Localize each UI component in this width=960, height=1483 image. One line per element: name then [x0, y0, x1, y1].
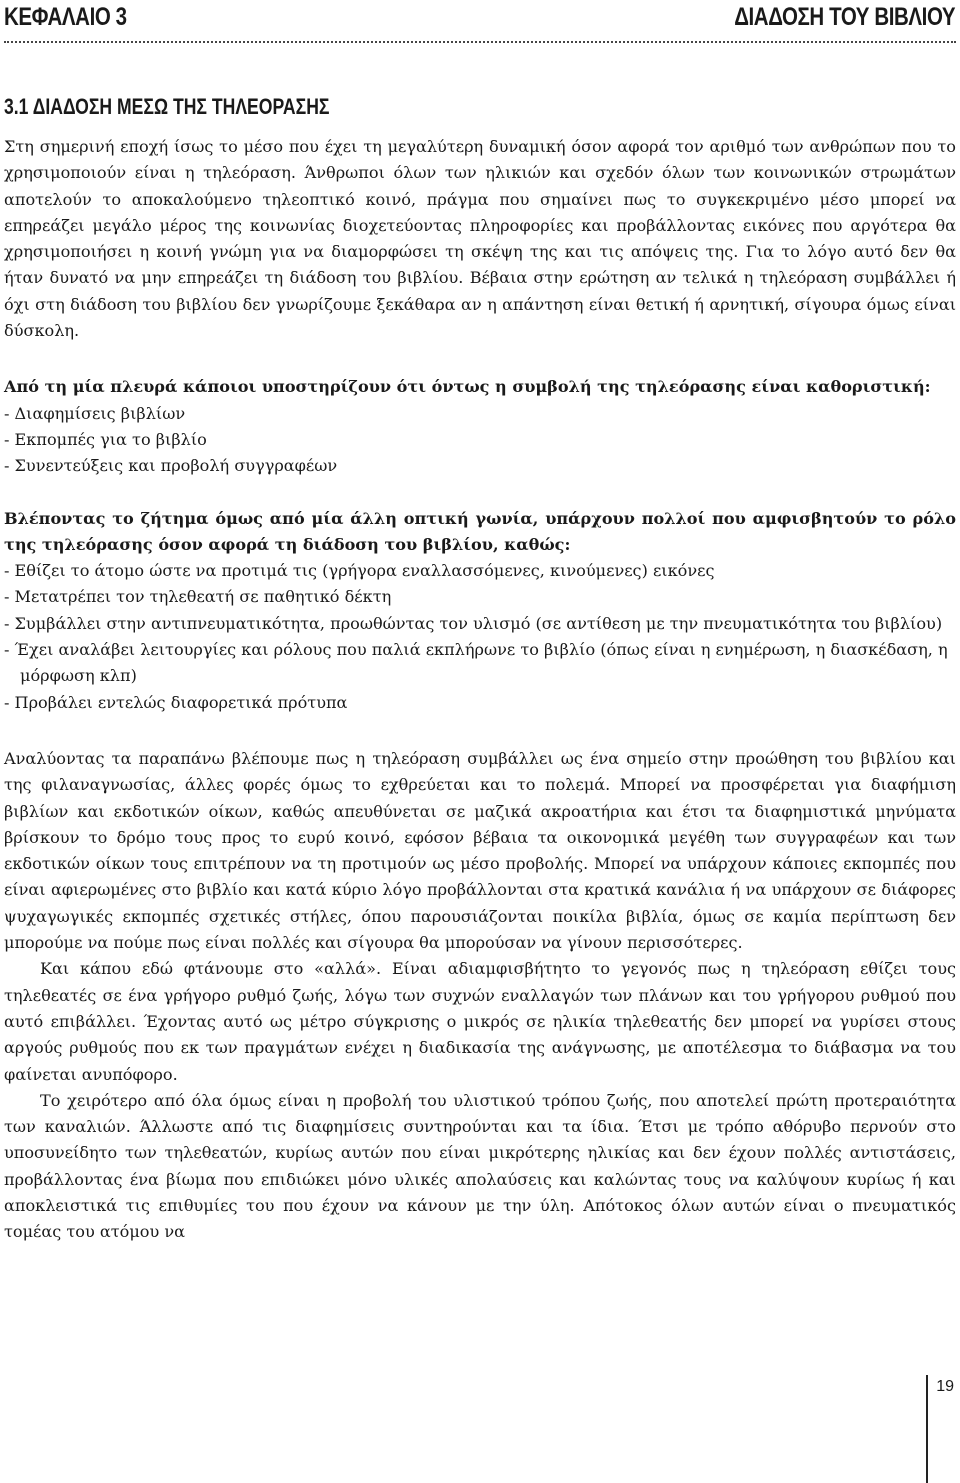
page-number-block — [926, 1375, 954, 1405]
list-item: - Προβάλει εντελώς διαφορετικά πρότυπα — [4, 692, 348, 712]
list-item: - Συμβάλλει στην αντιπνευματικότητα, προωθώντας τον υλισμό (σε αντίθεση με την πνευματικότητα του βιβλίου) — [4, 613, 943, 633]
list-item: - Μετατρέπει τον τηλεθεατή σε παθητικό δέκτη — [4, 587, 392, 607]
analysis-paragraph: Το χειρότερο από όλα όμως είναι η προβολή του υλιστικού τρόπου ζωής, που αποτελεί πρώτη προτεραιότητα των καναλιών. Άλλωστε από τις διαφημίσεις συντηρούνται και τα ίδια. Έτσι με τρόπο αθόρυβο περνούν στο υποσυνείδητο των τηλεθεατών, κυρίως αυτών που είναι μικρότερης ηλικίας και δεν έχουν πολλές αντιστάσεις, προβάλλοντας ένα βίωμα που επιδιώκει μόνο υλικές απολαύσεις και καλώντας τους να καλύψουν κυρίως ή και αποκλειστικά τις επιθυμίες του που έχουν να κάνουν με την ύλη. Απότοκος όλων αυτών είναι ο πνευματικός τομέας του ατόμου να — [4, 1090, 956, 1242]
page-number-rule — [926, 1375, 928, 1483]
pro-heading: Από τη μία πλευρά κάποιοι υποστηρίζουν ότι όντως η συμβολή της τηλεόρασης είναι καθοριστική: — [4, 377, 931, 397]
page-number: 19 — [936, 1378, 954, 1395]
analysis-paragraph: Και κάπου εδώ φτάνουμε στο «αλλά». Είναι αδιαμφισβήτητο το γεγονός πως η τηλεόραση εθίζει τους τηλεθεατές σε ένα γρήγορο ρυθμό ζωής, λόγω των συχνών εναλλαγών των πλάνων και του γρήγορου ρυθμού που αυτό επιβάλλει. Έχοντας αυτό ως μέτρο σύγκρισης ο μικρός σε ηλικία τηλεθεατής δεν μπορεί να γυρίσει στους αργούς ρυθμούς που εκ των πραγμάτων ενέχει η διαδικασία της ανάγνωσης, με αποτέλεσμα το διάβασμα να του φαίνεται ανυπόφορο. — [4, 959, 956, 1084]
pro-list — [4, 401, 956, 480]
chapter-label: ΚΕΦΑΛΑΙΟ 3 — [4, 2, 127, 31]
section-title: 3.1 ΔΙΑΔΟΣΗ ΜΕΣΩ ΤΗΣ ΤΗΛΕΟΡΑΣΗΣ — [4, 94, 330, 119]
list-item: - Εθίζει το άτομο ώστε να προτιμά τις (γρήγορα εναλλασσόμενες, κινούμενες) εικόνες — [4, 561, 715, 581]
running-header — [4, 0, 955, 34]
con-heading: Βλέποντας το ζήτημα όμως από μία άλλη οπτική γωνία, υπάρχουν πολλοί που αμφισβητούν το ρόλο της τηλεόρασης όσον αφορά τη διάδοση του βιβλίου, καθώς: — [4, 508, 956, 554]
list-item: - Συνεντεύξεις και προβολή συγγραφέων — [4, 456, 338, 476]
con-list — [4, 558, 956, 716]
body-text — [4, 134, 956, 1246]
intro-paragraph: Στη σημερινή εποχή ίσως το μέσο που έχει τη μεγαλύτερη δυναμική όσον αφορά τον αριθμό των ανθρώπων που το χρησιμοποιούν είναι η τηλεόραση. Άνθρωποι όλων των ηλικιών και σχεδόν όλων των κοινωνικών στρωμάτων αποτελούν το αποκαλούμενο τηλεοπτικό κοινό, πράγμα που σημαίνει πως το συγκεκριμένο μέσο μπορεί να επηρεάζει μεγάλο μέρος της κοινωνίας διοχετεύοντας πληροφορίες και προβάλλοντας εικόνες που αργότερα θα χρησιμοποιήσει η κοινή γνώμη για να διαμορφώσει τη σκέψη της και τις απόψεις της. Για το λόγο αυτό δεν θα ήταν δυνατό να μην επηρεάζει τη διάδοση του βιβλίου. Βέβαια στην ερώτηση αν τελικά η τηλεόραση συμβάλλει ή όχι στη διάδοση του βιβλίου δεν γνωρίζουμε ξεκάθαρα αν η απάντηση είναι θετική ή αρνητική, σίγουρα όμως είναι δύσκολη. — [4, 137, 956, 341]
list-item: - Εκπομπές για το βιβλίο — [4, 429, 207, 449]
chapter-title: ΔΙΑΔΟΣΗ ΤΟΥ ΒΙΒΛΙΟΥ — [734, 2, 956, 31]
list-item: - Διαφημίσεις βιβλίων — [4, 403, 186, 423]
header-divider — [4, 41, 956, 43]
list-item: - Έχει αναλάβει λειτουργίες και ρόλους που παλιά εκπλήρωνε το βιβλίο (όπως είναι η ενημέρωση, η διασκέδαση, η μόρφωση κλπ) — [4, 640, 948, 686]
analysis-paragraph: Αναλύοντας τα παραπάνω βλέπουμε πως η τηλεόραση συμβάλλει ως ένα σημείο στην προώθηση του βιβλίου και της φιλαναγνωσίας, άλλες φορές όμως το εχθρεύεται και το πολεμά. Μπορεί να προσφέρεται για διαφήμιση βιβλίων και εκδοτικών οίκων, καθώς απευθύνεται σε μαζικά ακροατήρια και έτσι τα διαφημιστικά μηνύματα βρίσκουν το δρόμο τους προς το ευρύ κοινό, εφόσον βέβαια τα οικονομικά μεγέθη των συγγραφέων και των εκδοτικών οίκων τους επιτρέπουν να τη προτιμούν ως μέσο προβολής. Μπορεί να υπάρχουν κάποιες εκπομπές που είναι αφιερωμένες στο βιβλίο και κατά κύριο λόγο προβάλλονται στα κρατικά κανάλια ή να υπάρχουν σε διάφορες ψυχαγωγικές εκπομπές σχετικές στήλες, όπου παρουσιάζονται ποικίλα βιβλία, όμως σε καμία περίπτωση δεν μπορούμε να πούμε πως είναι πολλές και σίγουρα θα μπορούσαν να γίνουν περισσότερες. — [4, 748, 956, 953]
